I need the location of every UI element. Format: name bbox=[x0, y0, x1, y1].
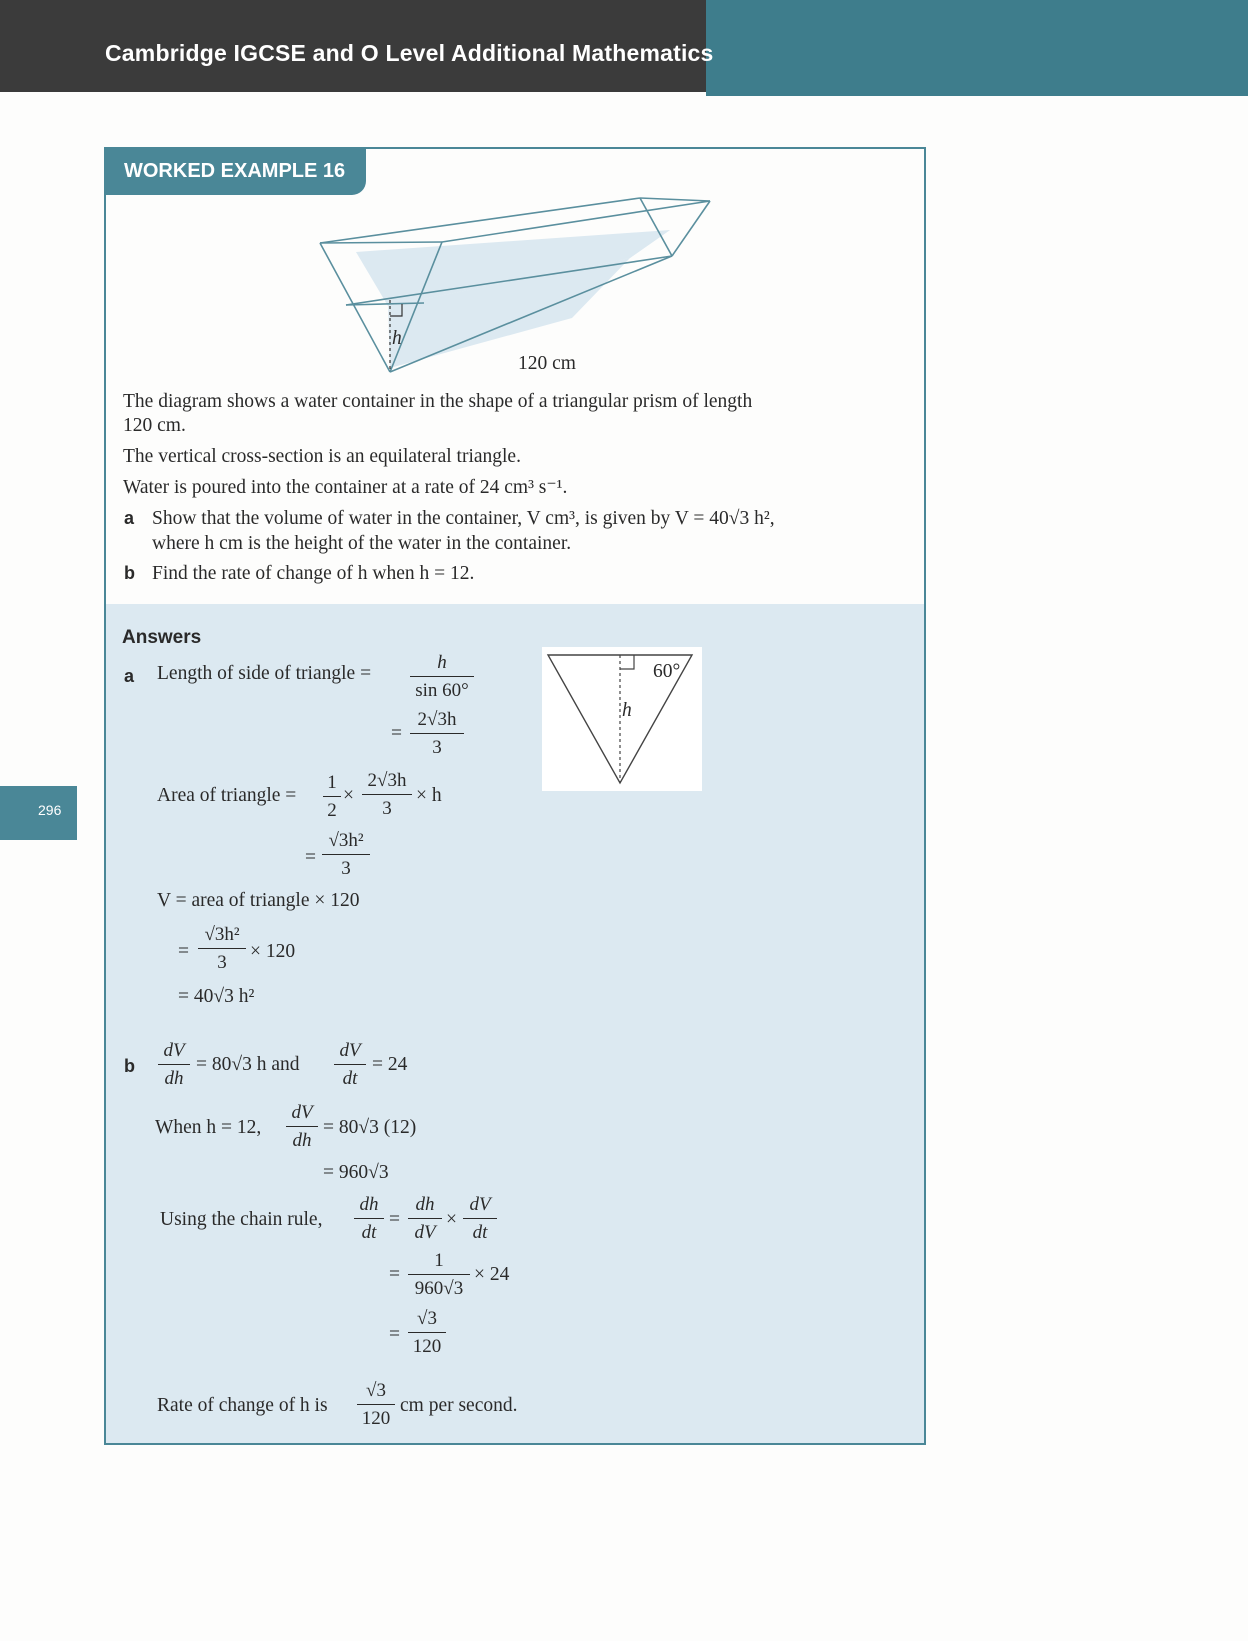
dvdh-fraction: dV dh bbox=[158, 1040, 190, 1090]
intro-line-1: The diagram shows a water container in the shape of a triangular prism of length bbox=[123, 391, 753, 412]
equals-sign: = bbox=[305, 847, 316, 868]
intro-line-1b: 120 cm. bbox=[123, 415, 186, 436]
area-text: Area of triangle = bbox=[157, 785, 297, 806]
answers-panel bbox=[106, 604, 924, 1443]
volume-fraction: √3h² 3 bbox=[198, 924, 246, 974]
dvdt-chain-fraction: dV dt bbox=[463, 1194, 497, 1244]
volume-result: = 40√3 h² bbox=[178, 986, 255, 1007]
when-result: = 960√3 bbox=[323, 1162, 389, 1183]
dvdt-fraction: dV dt bbox=[334, 1040, 366, 1090]
times-h: × h bbox=[416, 785, 442, 806]
times-120: × 120 bbox=[250, 941, 296, 962]
equals-sign: = bbox=[389, 1324, 400, 1345]
rate-unit: cm per second. bbox=[400, 1395, 518, 1416]
answer-b-label: b bbox=[124, 1056, 135, 1076]
reciprocal-fraction: 1 960√3 bbox=[408, 1250, 470, 1300]
when-text: When h = 12, bbox=[155, 1117, 262, 1138]
cross-section-h: h bbox=[622, 700, 632, 721]
part-b-label: b bbox=[124, 563, 135, 583]
dhdv-fraction: dh dV bbox=[408, 1194, 442, 1244]
equals-sign: = bbox=[178, 941, 189, 962]
area-result-fraction: √3h² 3 bbox=[322, 830, 370, 880]
times-24: × 24 bbox=[474, 1264, 510, 1285]
dvdh-value: = 80√3 h and bbox=[196, 1054, 300, 1075]
rate-fraction: √3 120 bbox=[357, 1380, 395, 1430]
equals-sign: = bbox=[391, 723, 402, 744]
rate-text: Rate of change of h is bbox=[157, 1395, 328, 1416]
half-fraction: 1 2 bbox=[323, 772, 341, 822]
equals-sign: = bbox=[389, 1209, 400, 1230]
intro-line-2: The vertical cross-section is an equilateral triangle. bbox=[123, 446, 521, 467]
result-fraction: √3 120 bbox=[408, 1308, 446, 1358]
cross-section-angle: 60° bbox=[653, 661, 681, 682]
side-length-text: Length of side of triangle = bbox=[157, 663, 372, 684]
worked-example-label: WORKED EXAMPLE 16 bbox=[124, 160, 346, 182]
equals-sign: = bbox=[389, 1264, 400, 1285]
when-dvdh-fraction: dV dh bbox=[286, 1102, 318, 1152]
book-title: Cambridge IGCSE and O Level Additional Mathematics bbox=[105, 40, 714, 66]
chain-rule-text: Using the chain rule, bbox=[160, 1209, 323, 1230]
side-fraction-2: 2√3h 3 bbox=[410, 709, 464, 759]
diagram-h-label: h bbox=[392, 328, 402, 349]
dhdt-fraction: dh dt bbox=[354, 1194, 384, 1244]
intro-line-3: Water is poured into the container at a rate of 24 cm³ s⁻¹. bbox=[123, 477, 568, 498]
part-a-text-2: where h cm is the height of the water in the container. bbox=[152, 533, 572, 554]
answers-heading: Answers bbox=[122, 627, 202, 648]
area-side-fraction: 2√3h 3 bbox=[362, 770, 412, 820]
part-b-text: Find the rate of change of h when h = 12. bbox=[152, 563, 475, 584]
part-a-text: Show that the volume of water in the container, V cm³, is given by V = 40√3 h², bbox=[152, 508, 775, 529]
side-fraction: h sin 60° bbox=[410, 652, 474, 702]
part-a-label: a bbox=[124, 508, 135, 528]
answer-a-label: a bbox=[124, 666, 135, 686]
when-value: = 80√3 (12) bbox=[323, 1117, 417, 1138]
times-sign: × bbox=[343, 785, 354, 806]
header-accent bbox=[706, 0, 1248, 96]
diagram-length-label: 120 cm bbox=[518, 353, 576, 374]
volume-line: V = area of triangle × 120 bbox=[157, 890, 360, 911]
times-sign: × bbox=[446, 1209, 457, 1230]
dvdt-value: = 24 bbox=[372, 1054, 408, 1075]
page-number: 296 bbox=[38, 802, 62, 818]
prism-diagram bbox=[310, 190, 720, 380]
